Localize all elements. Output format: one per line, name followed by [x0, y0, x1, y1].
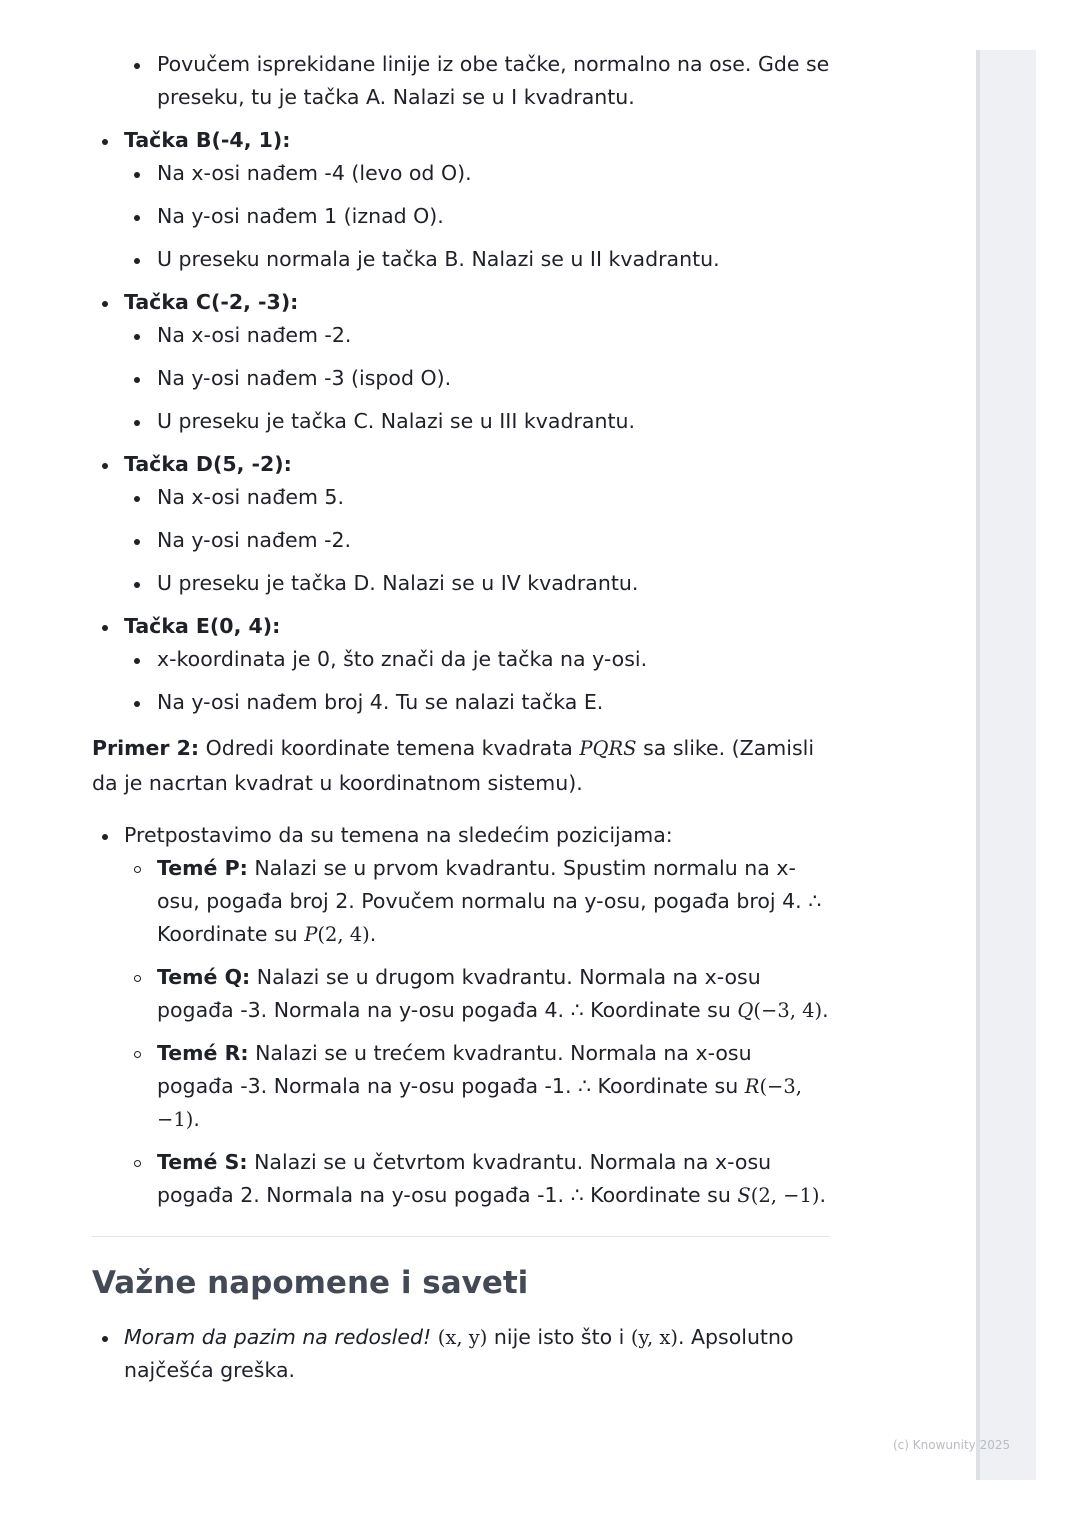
point-step: Na y-osi nađem -3 (ispod O).: [124, 362, 830, 395]
vertex-item-p: [124, 852, 830, 951]
vertex-label: Temé S:: [157, 1150, 248, 1174]
example-2-text-before: Odredi koordinate temena kvadrata: [205, 736, 573, 760]
point-steps: [124, 643, 830, 719]
vertex-text: Nalazi se u četvrtom kvadrantu. Normala na x-osu pogađa 2. Normala na y-osu pogađa -1. ∴ Koordinate su: [157, 1150, 772, 1207]
vertex-end: .: [193, 1107, 200, 1131]
note-math-2: (y, x): [630, 1326, 678, 1349]
vertex-end: .: [369, 922, 377, 946]
notes-list: [92, 1321, 830, 1387]
note-end: . Apsolutno najčešća greška.: [124, 1325, 794, 1382]
document-content: [92, 48, 830, 1387]
section-heading: Važne napomene i saveti: [92, 1265, 529, 1301]
point-item-d: [92, 448, 830, 600]
vertex-label: Temé Q:: [157, 965, 251, 989]
math-square-name: PQRS: [579, 737, 637, 760]
example-2-paragraph: [92, 731, 830, 801]
point-step: x-koordinata je 0, što znači da je tačka na y-osi.: [124, 643, 830, 676]
point-item-b: [92, 124, 830, 276]
vertex-label: Temé R:: [157, 1041, 249, 1065]
point-step: Na y-osi nađem broj 4. Tu se nalazi tačka E.: [124, 686, 830, 719]
vertex-math-coords: (2, −1): [750, 1184, 820, 1207]
example-2-label: Primer 2:: [92, 736, 200, 760]
vertex-list: [124, 852, 830, 1212]
vertex-text: Nalazi se u prvom kvadrantu. Spustim normalu na x-osu, pogađa broj 2. Povučem normalu na y-osu, pogađa broj 4. ∴ Koordinate su: [157, 856, 822, 946]
vertex-item-q: [124, 961, 830, 1027]
point-heading: Tačka E(0, 4):: [124, 614, 281, 638]
vertex-item-s: [124, 1146, 830, 1212]
point-steps: [124, 157, 830, 276]
vertex-label: Temé P:: [157, 856, 248, 880]
vertex-math-name: S: [737, 1184, 751, 1207]
section-divider: [92, 1236, 830, 1237]
vertex-math-name: Q: [737, 999, 754, 1022]
points-list: [92, 124, 830, 719]
point-step: Na y-osi nađem -2.: [124, 524, 830, 557]
vertex-math-name: P: [304, 923, 318, 946]
point-steps: [124, 319, 830, 438]
vertex-math-coords: (−3, 4): [753, 999, 823, 1022]
point-heading: Tačka B(-4, 1):: [124, 128, 291, 152]
right-sidebar-panel: [976, 50, 1036, 1480]
point-heading: Tačka D(5, -2):: [124, 452, 292, 476]
point-step: U preseku normala je tačka B. Nalazi se u II kvadrantu.: [124, 243, 830, 276]
vertex-end: .: [819, 1183, 827, 1207]
point-step: U preseku je tačka D. Nalazi se u IV kvadrantu.: [124, 567, 830, 600]
note-item: [92, 1321, 830, 1387]
point-item-e: [92, 610, 830, 719]
example-2-text-after: sa slike. (Zamisli da je nacrtan kvadrat u koordinatnom sistemu).: [92, 736, 815, 795]
vertex-text: Nalazi se u trećem kvadrantu. Normala na x-osu pogađa -3. Normala na y-osu pogađa -1. ∴ Koordinate su: [157, 1041, 752, 1098]
point-item-c: [92, 286, 830, 438]
vertex-math-coords: (−3, −1): [157, 1075, 803, 1131]
note-italic: Moram da pazim na redosled!: [124, 1325, 432, 1349]
vertex-item-r: [124, 1037, 830, 1136]
point-step: Na y-osi nađem 1 (iznad O).: [124, 200, 830, 233]
point-heading: Tačka C(-2, -3):: [124, 290, 299, 314]
vertex-text: Nalazi se u drugom kvadrantu. Normala na x-osu pogađa -3. Normala na y-osu pogađa 4. ∴ Koordinate su: [157, 965, 761, 1022]
example-2-list: [92, 819, 830, 1212]
assumption-item: [92, 819, 830, 1212]
copyright-footer: (c) Knowunity 2025: [893, 1438, 1011, 1452]
note-math-1: (x, y): [437, 1326, 488, 1349]
point-step: Na x-osi nađem -2.: [124, 319, 830, 352]
point-step: Na x-osi nađem 5.: [124, 481, 830, 514]
point-a-step: Povučem isprekidane linije iz obe tačke, normalno na ose. Gde se preseku, tu je tačka A. Nalazi se u I kvadrantu.: [124, 48, 830, 114]
assumption-text: Pretpostavimo da su temena na sledećim pozicijama:: [124, 823, 673, 847]
vertex-math-name: R: [744, 1075, 760, 1098]
note-mid: nije isto što i: [493, 1325, 625, 1349]
point-steps: [124, 481, 830, 600]
point-a-steps: [124, 48, 830, 114]
vertex-math-coords: (2, 4): [317, 923, 370, 946]
vertex-end: .: [822, 998, 829, 1022]
point-step: U preseku je tačka C. Nalazi se u III kvadrantu.: [124, 405, 830, 438]
point-step: Na x-osi nađem -4 (levo od O).: [124, 157, 830, 190]
